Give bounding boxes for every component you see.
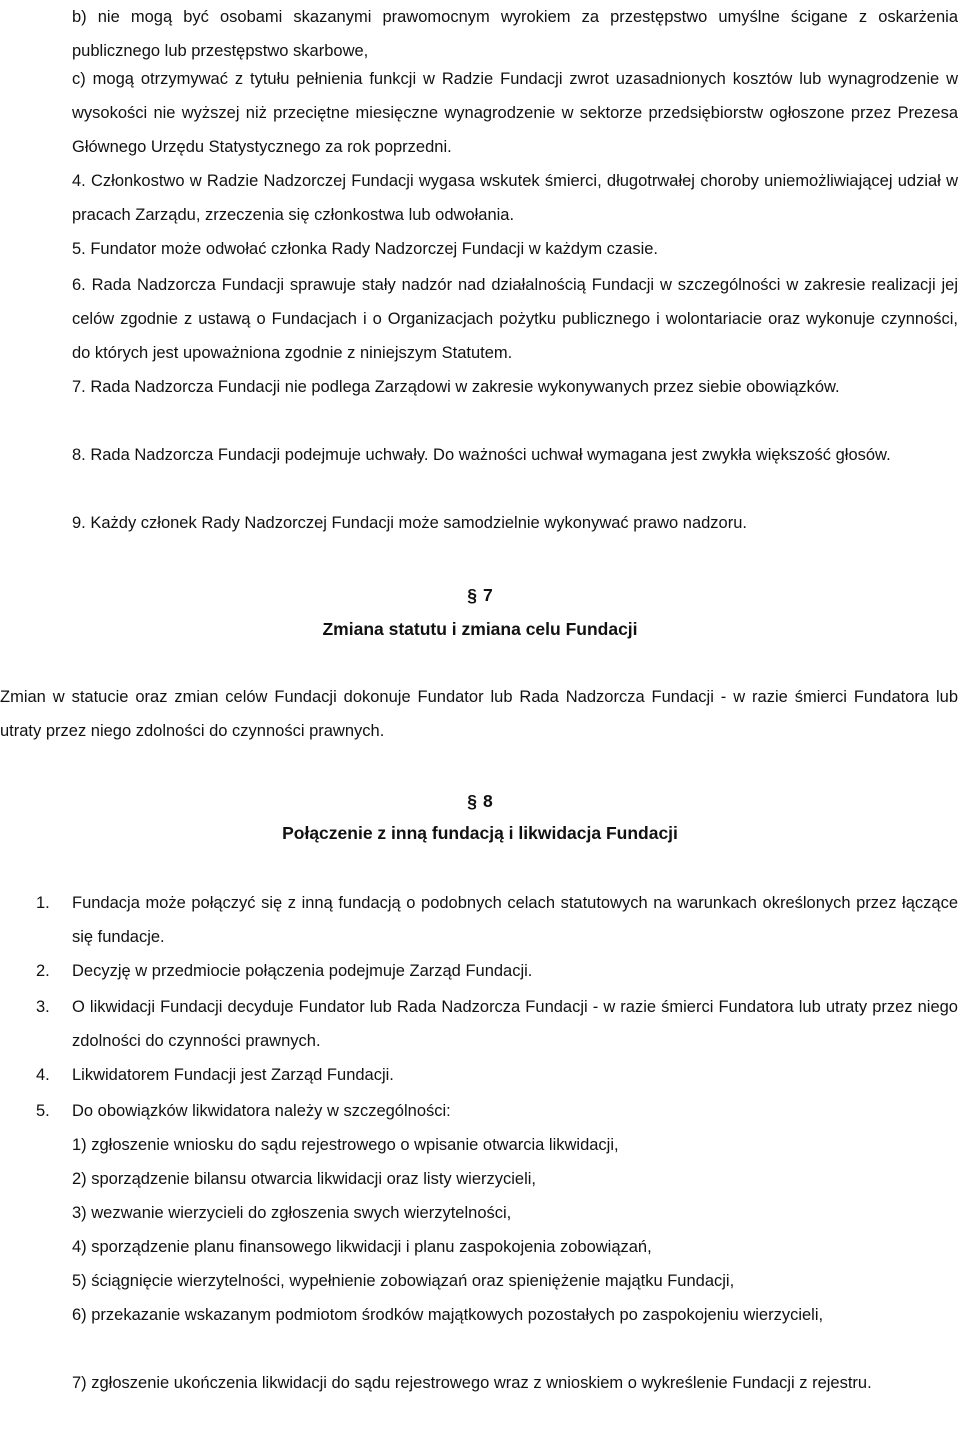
paragraph-7: 7. Rada Nadzorcza Fundacji nie podlega Zarządowi w zakresie wykonywanych przez siebie obowiązków. <box>72 378 840 396</box>
paragraph-9: 9. Każdy członek Rady Nadzorczej Fundacji może samodzielnie wykonywać prawo nadzoru. <box>72 514 747 532</box>
list-item-text: Do obowiązków likwidatora należy w szczególności: <box>72 1102 451 1120</box>
section-7-title: Zmiana statutu i zmiana celu Fundacji <box>322 619 638 639</box>
sub-item: 7) zgłoszenie ukończenia likwidacji do sądu rejestrowego wraz z wnioskiem o wykreślenie Fundacji z rejestru. <box>72 1374 872 1392</box>
paragraph-b: b) nie mogą być osobami skazanymi prawomocnym wyrokiem za przestępstwo umyślne ścigane z oskarżenia publicznego lub przestępstwo skarbowe, <box>72 8 958 60</box>
sub-item: 4) sporządzenie planu finansowego likwidacji i planu zaspokojenia zobowiązań, <box>72 1238 652 1256</box>
paragraph-8: 8. Rada Nadzorcza Fundacji podejmuje uchwały. Do ważności uchwał wymagana jest zwykła większość głosów. <box>72 446 891 464</box>
section-number: 7 <box>483 585 493 605</box>
section-number: 8 <box>483 791 493 811</box>
list-item-number: 1. <box>36 894 50 912</box>
section-7-heading <box>0 580 960 610</box>
sub-item: 3) wezwanie wierzycieli do zgłoszenia swych wierzytelności, <box>72 1204 512 1222</box>
sub-item: 2) sporządzenie bilansu otwarcia likwidacji oraz listy wierzycieli, <box>72 1170 537 1188</box>
list-item-text: O likwidacji Fundacji decyduje Fundator lub Rada Nadzorcza Fundacji - w razie śmierci Fundatora lub utraty przez niego zdolności do czynności prawnych. <box>72 998 958 1050</box>
list-item-text: Decyzję w przedmiocie połączenia podejmuje Zarząd Fundacji. <box>72 962 533 980</box>
sub-item: 6) przekazanie wskazanym podmiotom środków majątkowych pozostałych po zaspokojeniu wierzycieli, <box>72 1306 824 1324</box>
section-8-heading <box>0 786 960 816</box>
list-item-number: 5. <box>36 1102 50 1120</box>
paragraph-4: 4. Członkostwo w Radzie Nadzorczej Fundacji wygasa wskutek śmierci, długotrwałej choroby uniemożliwiającej udział w pracach Zarządu, zrzeczenia się członkostwa lub odwołania. <box>72 172 958 224</box>
paragraph-5: 5. Fundator może odwołać członka Rady Nadzorczej Fundacji w każdym czasie. <box>72 240 659 258</box>
paragraph-6: 6. Rada Nadzorcza Fundacji sprawuje stały nadzór nad działalnością Fundacji w szczególności w zakresie realizacji jej celów zgodnie z ustawą o Fundacjach i o Organizacjach pożytku publicznego i wolontariacie oraz wykonuje czynności, do których jest upoważniona zgodnie z niniejszym Statutem. <box>72 276 958 362</box>
paragraph-c: c) mogą otrzymywać z tytułu pełnienia funkcji w Radzie Fundacji zwrot uzasadnionych kosztów lub wynagrodzenie w wysokości nie wyższej niż przeciętne miesięczne wynagrodzenie w sektorze przedsiębiorstw ogłoszone przez Prezesa Głównego Urzędu Statystycznego za rok poprzedni. <box>72 70 958 156</box>
sub-item: 5) ściągnięcie wierzytelności, wypełnienie zobowiązań oraz spieniężenie majątku Fundacji, <box>72 1272 735 1290</box>
section-symbol: § <box>467 585 477 605</box>
list-item-text: Likwidatorem Fundacji jest Zarząd Fundacji. <box>72 1066 394 1084</box>
list-item-text: Fundacja może połączyć się z inną fundacją o podobnych celach statutowych na warunkach określonych przez łączące się fundacje. <box>72 894 958 946</box>
list-item-number: 2. <box>36 962 50 980</box>
section-7-body: Zmian w statucie oraz zmian celów Fundacji dokonuje Fundator lub Rada Nadzorcza Fundacji - w razie śmierci Fundatora lub utraty przez niego zdolności do czynności prawnych. <box>0 688 958 740</box>
section-symbol: § <box>467 791 477 811</box>
list-item-number: 3. <box>36 998 50 1016</box>
section-8-title: Połączenie z inną fundacją i likwidacja Fundacji <box>282 823 678 843</box>
list-item-number: 4. <box>36 1066 50 1084</box>
sub-item: 1) zgłoszenie wniosku do sądu rejestrowego o wpisanie otwarcia likwidacji, <box>72 1136 619 1154</box>
